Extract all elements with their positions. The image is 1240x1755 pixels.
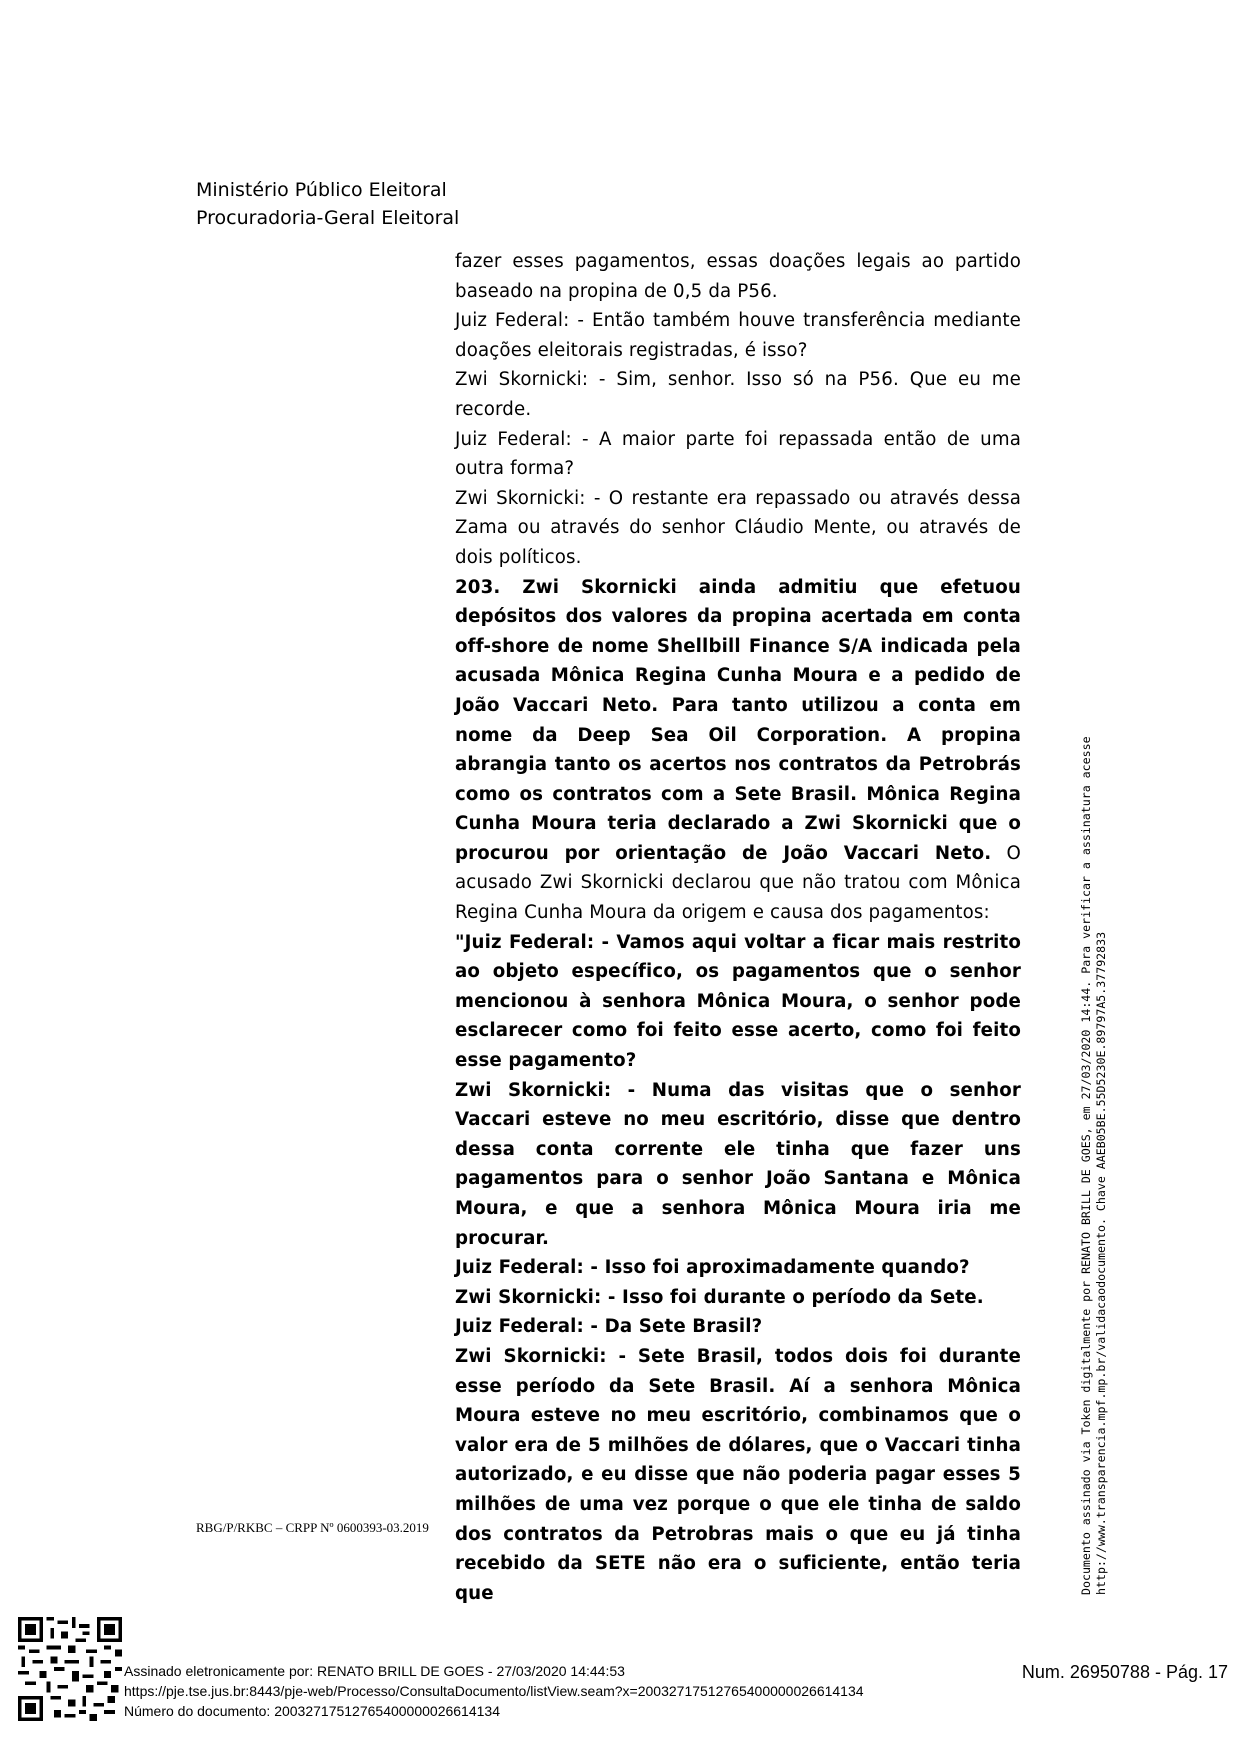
qr-code-icon [18, 1617, 122, 1721]
quote-text: "Juiz Federal: - Vamos aqui voltar a ficar mais restrito ao objeto específico, os pagamentos que o senhor mencionou à senhora Mônica Moura, o senhor pode esclarecer como foi feito esse acerto, como foi feito esse pagamento? [455, 931, 1021, 1072]
quote-paragraph [455, 1283, 1021, 1313]
quote-paragraph [455, 928, 1021, 1076]
paragraph-203 [455, 573, 1021, 928]
header-department: Procuradoria-Geral Eleitoral [196, 207, 460, 229]
signed-by: Assinado eletronicamente por: RENATO BRILL DE GOES - 27/03/2020 14:44:53 [124, 1663, 625, 1679]
document-body [455, 247, 1021, 1608]
verification-url[interactable]: https://pje.tse.jus.br:8443/pje-web/Processo/ConsultaDocumento/listView.seam?x=20032717512765400000026614134 [124, 1683, 864, 1699]
document-number: Número do documento: 20032717512765400000026614134 [124, 1703, 500, 1719]
quote-paragraph [455, 1312, 1021, 1342]
quote-text: Zwi Skornicki: - Numa das visitas que o senhor Vaccari esteve no meu escritório, disse que dentro dessa conta corrente ele tinha que fazer uns pagamentos para o senhor João Santana e Mônica Moura, e que a senhora Mônica Moura iria me procurar. [455, 1079, 1021, 1249]
paragraph: fazer esses pagamentos, essas doações legais ao partido baseado na propina de 0,5 da P56. [455, 251, 1021, 302]
header-institution: Ministério Público Eleitoral [196, 179, 447, 201]
side-signature [1079, 505, 1109, 1595]
side-signature-line2: http://www.transparencia.mpf.mp.br/validacaodocumento. Chave AAEB05BE.55D5230E.89797A5.37792833 [1094, 931, 1108, 1595]
side-signature-line1: Documento assinado via Token digitalmente por RENATO BRILL DE GOES, em 27/03/2020 14:44. Para verificar a assinatura acesse [1079, 736, 1093, 1595]
paragraph: Zwi Skornicki: - Sim, senhor. Isso só na P56. Que eu me recorde. [455, 369, 1021, 420]
paragraph: Juiz Federal: - Então também houve transferência mediante doações eleitorais registradas, é isso? [455, 310, 1021, 361]
quote-text: Zwi Skornicki: - Sete Brasil, todos dois foi durante esse período da Sete Brasil. Aí a senhora Mônica Moura esteve no meu escritório, combinamos que o valor era de 5 milhões de dólares, que o Vaccari tinha autorizado, e eu disse que não poderia pagar esses 5 milhões de uma vez porque o que ele tinha de saldo dos contratos da Petrobras mais o que eu já tinha recebido da SETE não era o suficiente, então teria que [455, 1345, 1021, 1604]
footer-reference: RBG/P/RKBC – CRPP Nº 0600393-03.2019 [196, 1520, 429, 1535]
document-header [196, 176, 459, 232]
paragraph: Juiz Federal: - A maior parte foi repassada então de uma outra forma? [455, 428, 1021, 480]
electronic-signature-block [124, 1661, 864, 1721]
paragraph-203-bold: 203. Zwi Skornicki ainda admitiu que efetuou depósitos dos valores da propina acertada em conta off-shore de nome Shellbill Finance S/A indicada pela acusada Mônica Regina Cunha Moura e a pedido de João Vaccari Neto. Para tanto utilizou a conta em nome da Deep Sea Oil Corporation. A propina abrangia tanto os acertos nos contratos da Petrobrás como os contratos com a Sete Brasil. Mônica Regina Cunha Moura teria declarado a Zwi Skornicki que o procurou por orientação de João Vaccari Neto. [455, 576, 1021, 864]
paragraph-203-normal: O acusado Zwi Skornicki declarou que não tratou com Mônica Regina Cunha Moura da origem e causa dos pagamentos: [455, 842, 1021, 924]
quote-text: Juiz Federal: - Da Sete Brasil? [455, 1316, 763, 1338]
quote-paragraph [455, 1342, 1021, 1608]
quote-text: Juiz Federal: - Isso foi aproximadamente quando? [455, 1257, 970, 1279]
quote-text: Zwi Skornicki: - Isso foi durante o período da Sete. [455, 1286, 984, 1308]
quote-paragraph [455, 1076, 1021, 1254]
paragraph: Zwi Skornicki: - O restante era repassado ou através dessa Zama ou através do senhor Cláudio Mente, ou através de dois políticos. [455, 487, 1021, 568]
quote-paragraph [455, 1253, 1021, 1283]
page-number: Num. 26950788 - Pág. 17 [1021, 1662, 1228, 1682]
